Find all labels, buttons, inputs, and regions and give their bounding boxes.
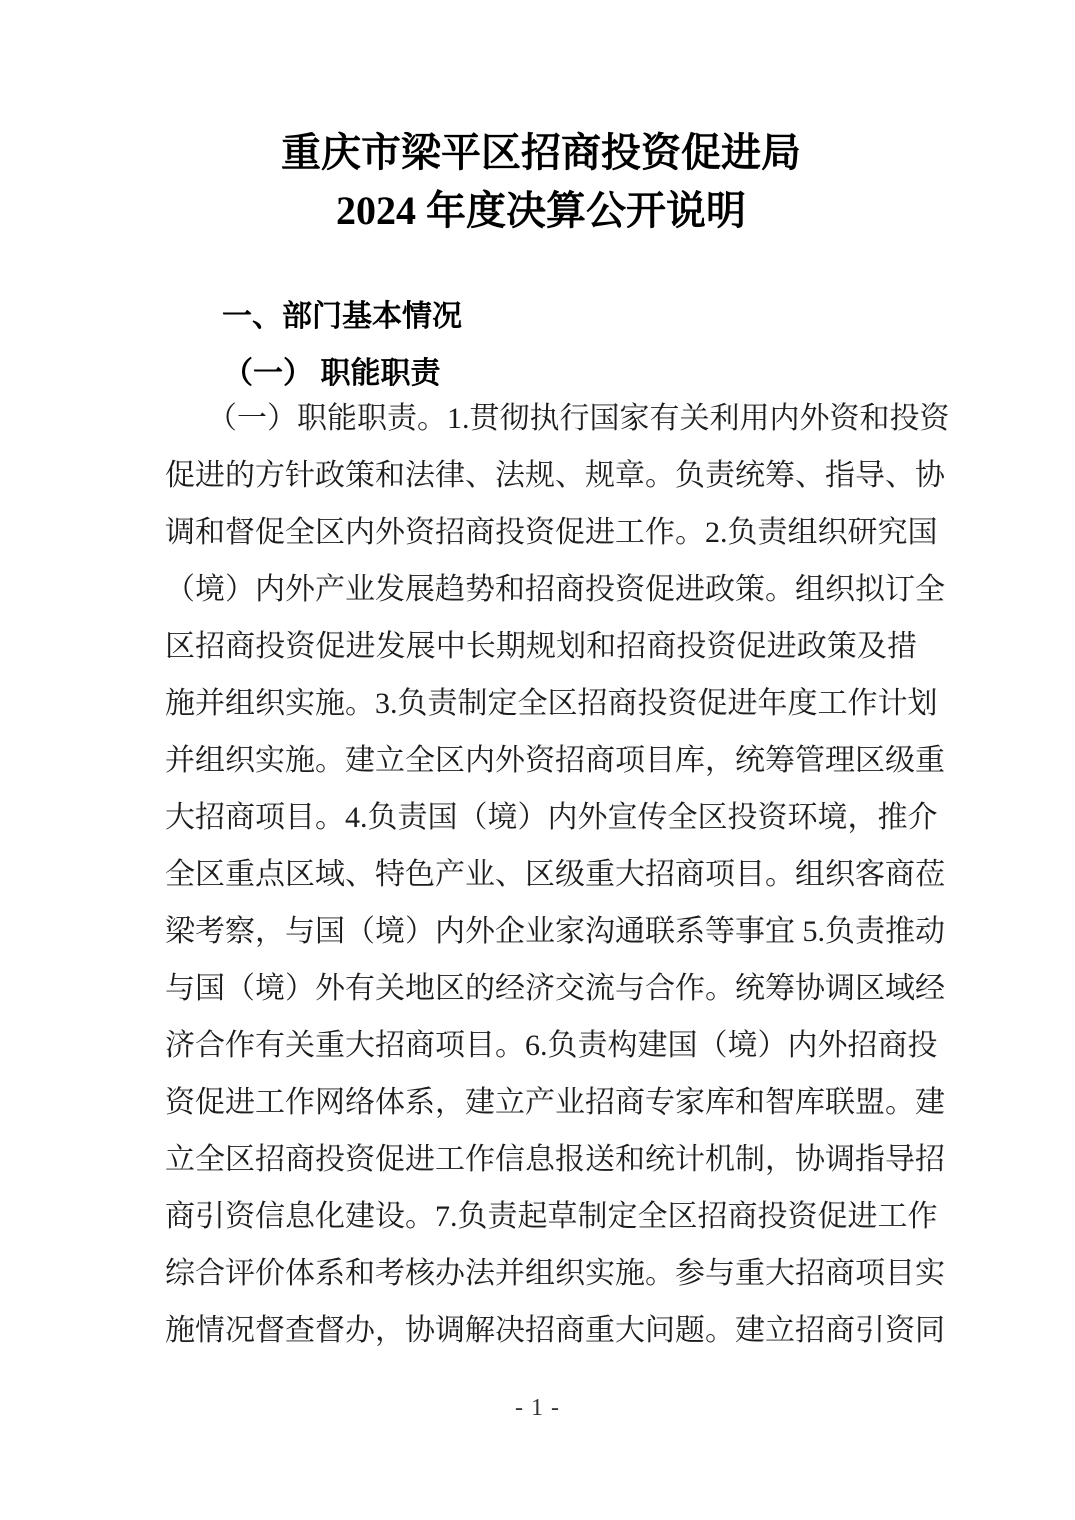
paragraph-line-16: 综合评价体系和考核办法并组织实施。参与重大招商项目实 [165, 1257, 945, 1290]
paragraph-line-4: （境）内外产业发展趋势和招商投资促进政策。组织拟订全 [165, 573, 945, 606]
page-footer [0, 1393, 1075, 1423]
document-title-line-1: 重庆市梁平区招商投资促进局 [281, 130, 801, 175]
paragraph-functions-duties [165, 390, 950, 1359]
paragraph-line-9: 全区重点区域、特色产业、区级重大招商项目。组织客商莅 [165, 858, 945, 891]
paragraph-line-5: 区招商投资促进发展中长期规划和招商投资促进政策及措 [165, 630, 917, 663]
paragraph-line-17: 施情况督查督办，协调解决招商重大问题。建立招商引资同 [165, 1314, 945, 1347]
paragraph-line-13: 资促进工作网络体系，建立产业招商专家库和智库联盟。建 [165, 1086, 945, 1119]
paragraph-line-6: 施并组织实施。3.负责制定全区招商投资促进年度工作计划 [165, 687, 938, 720]
subsection-heading-functions-duties: （一） 职能职责 [223, 357, 441, 390]
paragraph-line-8: 大招商项目。4.负责国（境）内外宣传全区投资环境，推介 [165, 801, 938, 834]
paragraph-line-2: 促进的方针政策和法律、法规、规章。负责统筹、指导、协 [165, 459, 945, 492]
paragraph-line-10: 梁考察，与国（境）内外企业家沟通联系等事宜 5.负责推动 [165, 915, 945, 948]
paragraph-line-15: 商引资信息化建设。7.负责起草制定全区招商投资促进工作 [165, 1200, 938, 1233]
paragraph-line-11: 与国（境）外有关地区的经济交流与合作。统筹协调区域经 [165, 972, 945, 1005]
section-heading-basic-situation: 一、部门基本情况 [222, 300, 462, 333]
paragraph-line-12: 济合作有关重大招商项目。6.负责构建国（境）内外招商投 [165, 1029, 938, 1062]
paragraph-line-3: 调和督促全区内外资招商投资促进工作。2.负责组织研究国 [165, 516, 938, 549]
paragraph-line-1: （一）职能职责。1.贯彻执行国家有关利用内外资和投资 [207, 402, 950, 435]
paragraph-line-7: 并组织实施。建立全区内外资招商项目库，统筹管理区级重 [165, 744, 945, 777]
document-title [165, 124, 917, 240]
paragraph-line-14: 立全区招商投资促进工作信息报送和统计机制，协调指导招 [165, 1143, 945, 1176]
document-title-line-2: 2024 年度决算公开说明 [336, 188, 746, 233]
page-number: - 1 - [515, 1395, 560, 1421]
